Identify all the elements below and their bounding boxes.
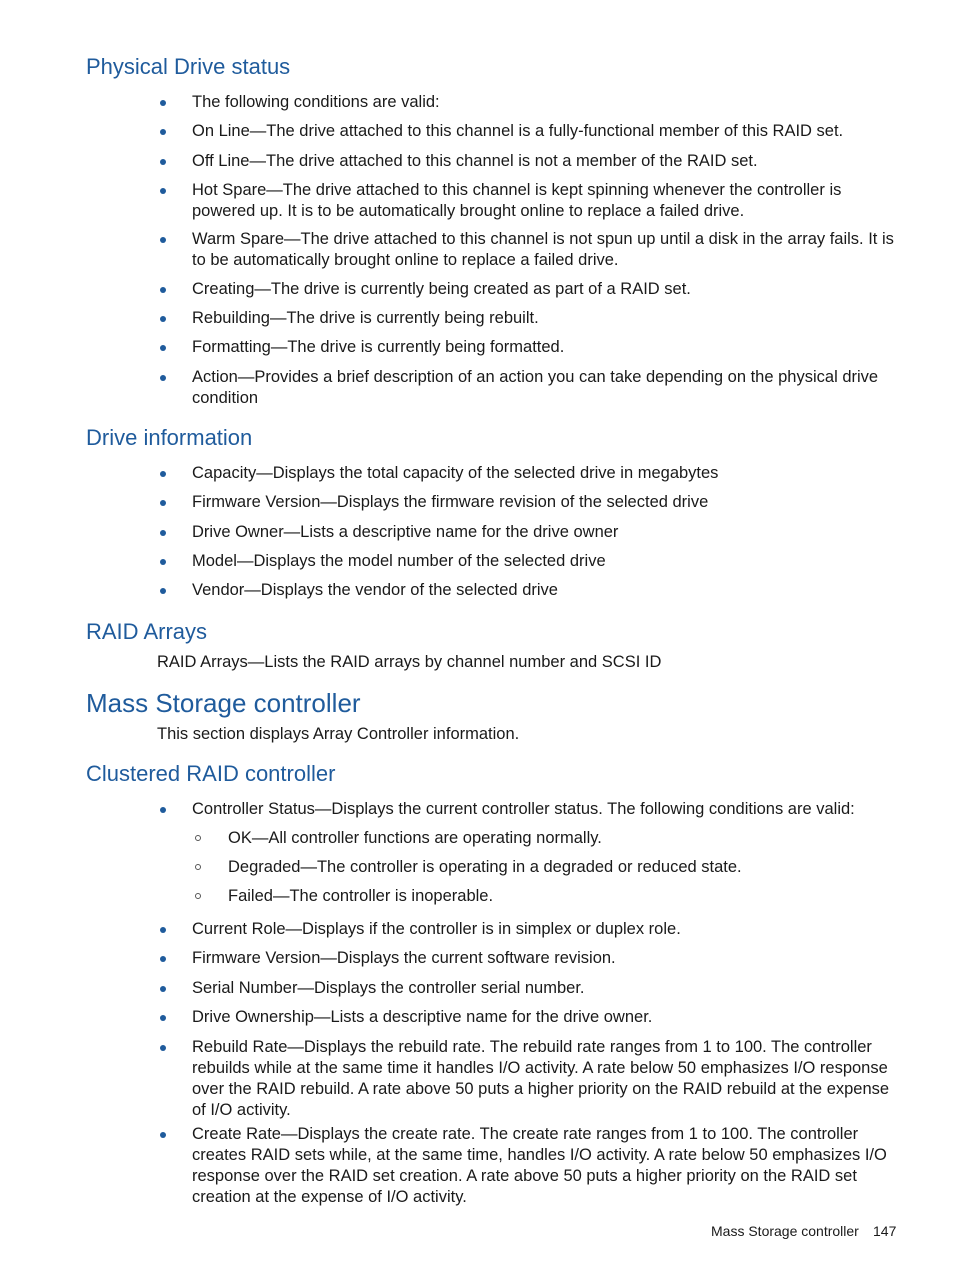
list-item: Controller Status—Displays the current controller status. The following conditions are valid:	[192, 799, 902, 820]
list-item: Drive Owner—Lists a descriptive name for the drive owner	[192, 522, 902, 543]
footer-section-title: Mass Storage controller	[711, 1223, 859, 1239]
list-item: Warm Spare—The drive attached to this channel is not spun up until a disk in the array fails. It is to be automatically brought online to replace a failed drive.	[192, 229, 902, 271]
sub-list-item: OK—All controller functions are operating normally.	[228, 828, 908, 849]
bullet-icon	[160, 530, 166, 536]
bullet-icon	[160, 345, 166, 351]
section-heading-raid-arrays: RAID Arrays	[86, 619, 208, 644]
list-item: Rebuild Rate—Displays the rebuild rate. The rebuild rate ranges from 1 to 100. The controller rebuilds while at the same time it handles I/O activity. A rate below 50 emphasizes I/O response over the RAID rebuild. A rate above 50 puts a higher priority on the RAID rebuild at the expense of I/O activity.	[192, 1037, 902, 1121]
sub-list-item: Failed—The controller is inoperable.	[228, 886, 908, 907]
bullet-icon	[160, 559, 166, 565]
raid-arrays-text: RAID Arrays—Lists the RAID arrays by channel number and SCSI ID	[157, 653, 662, 671]
list-item: Model—Displays the model number of the selected drive	[192, 551, 902, 572]
section-heading-drive-information: Drive information	[86, 425, 253, 450]
bullet-icon	[160, 500, 166, 506]
list-item: Firmware Version—Displays the current software revision.	[192, 948, 902, 969]
section-heading-physical-drive-status: Physical Drive status	[86, 54, 291, 79]
bullet-icon	[160, 237, 166, 243]
list-item: Action—Provides a brief description of an action you can take depending on the physical drive condition	[192, 367, 902, 409]
list-item: On Line—The drive attached to this channel is a fully-functional member of this RAID set.	[192, 121, 902, 142]
page-number: 147	[873, 1223, 897, 1239]
list-item: Capacity—Displays the total capacity of the selected drive in megabytes	[192, 463, 902, 484]
bullet-icon	[160, 956, 166, 962]
page-title: Mass Storage controller	[86, 688, 361, 718]
list-item: Off Line—The drive attached to this channel is not a member of the RAID set.	[192, 151, 902, 172]
bullet-icon	[160, 287, 166, 293]
bullet-icon	[160, 316, 166, 322]
bullet-icon	[160, 986, 166, 992]
bullet-icon	[160, 927, 166, 933]
list-item: Serial Number—Displays the controller serial number.	[192, 978, 902, 999]
list-item: Firmware Version—Displays the firmware revision of the selected drive	[192, 492, 902, 513]
bullet-icon	[160, 159, 166, 165]
bullet-icon	[160, 1045, 166, 1051]
bullet-icon	[160, 129, 166, 135]
sub-bullet-icon	[195, 835, 201, 841]
list-item: Vendor—Displays the vendor of the selected drive	[192, 580, 902, 601]
bullet-icon	[160, 588, 166, 594]
sub-list-item: Degraded—The controller is operating in a degraded or reduced state.	[228, 857, 908, 878]
bullet-icon	[160, 1015, 166, 1021]
list-item: The following conditions are valid:	[192, 92, 902, 113]
sub-bullet-icon	[195, 864, 201, 870]
list-item: Creating—The drive is currently being created as part of a RAID set.	[192, 279, 902, 300]
list-item: Hot Spare—The drive attached to this channel is kept spinning whenever the controller is powered up. It is to be automatically brought online to replace a failed drive.	[192, 180, 902, 222]
section-heading-clustered-raid-controller: Clustered RAID controller	[86, 761, 336, 786]
list-item: Formatting—The drive is currently being formatted.	[192, 337, 902, 358]
bullet-icon	[160, 375, 166, 381]
sub-bullet-icon	[195, 893, 201, 899]
bullet-icon	[160, 188, 166, 194]
list-item: Create Rate—Displays the create rate. The create rate ranges from 1 to 100. The controller creates RAID sets while, at the same time, handles I/O activity. A rate below 50 emphasizes I/O response over the RAID set creation. A rate above 50 puts a higher priority on the RAID set creation at the expense of I/O activity.	[192, 1124, 902, 1208]
list-item: Current Role—Displays if the controller is in simplex or duplex role.	[192, 919, 902, 940]
bullet-icon	[160, 100, 166, 106]
bullet-icon	[160, 807, 166, 813]
mass-storage-text: This section displays Array Controller information.	[157, 725, 520, 743]
list-item: Drive Ownership—Lists a descriptive name for the drive owner.	[192, 1007, 902, 1028]
bullet-icon	[160, 471, 166, 477]
bullet-icon	[160, 1132, 166, 1138]
list-item: Rebuilding—The drive is currently being rebuilt.	[192, 308, 902, 329]
